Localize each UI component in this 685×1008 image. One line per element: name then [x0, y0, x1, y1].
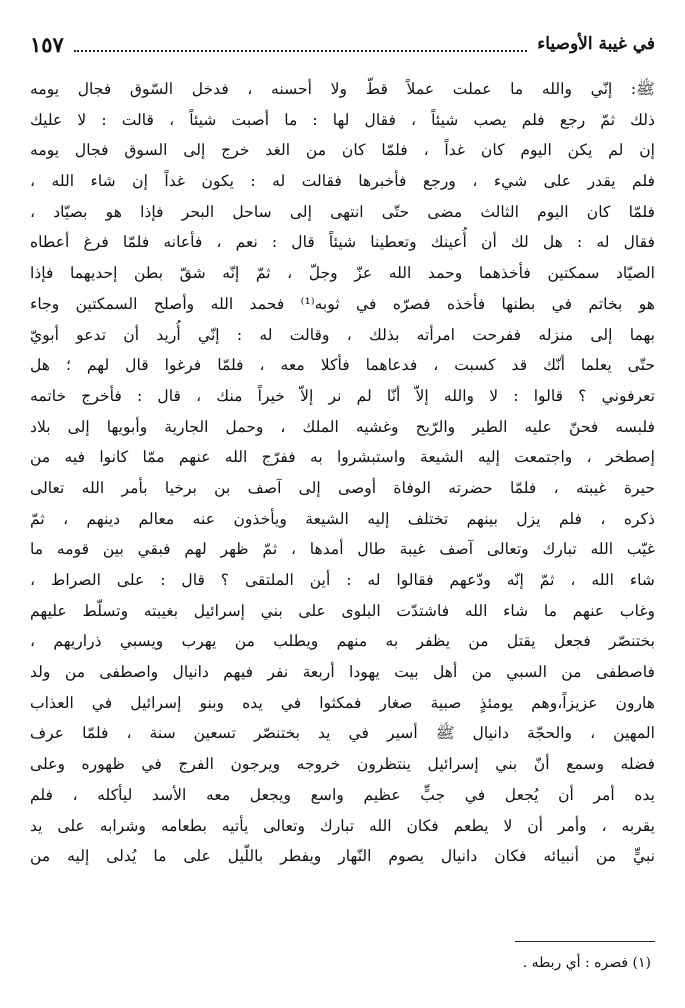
text-line: يده أمر أن يُجعل في جبٍّ عظيم واسع ويجعل معه الأسد ليأكله ، فلم	[30, 785, 655, 804]
running-title: في غيبة الأوصياء	[537, 34, 655, 54]
text-line: فاصطفى من السبي من أهل بيت يهودا أربعة نفر فيهم دانيال واصطفى من ولد	[30, 663, 655, 682]
text-line: فلبسه فحنّ عليه الطير والرّيح وغشيه الملك ، وحمل الجارية وأبويها إلى بلاد	[30, 417, 655, 436]
text-line: فقال له : هل لك أن أُعينك وتعطينا شيئاً قال : نعم ، فأعانه فلمّا فرغ أعطاه	[30, 233, 655, 252]
text-line: بختنصّر فجعل يقتل من يظفر به منهم ويطلب من يهرب ويسبي ذراريهم ،	[30, 632, 655, 651]
footnote-divider	[515, 941, 655, 942]
text-line: وغاب عنهم ما شاء الله فاشتدّت البلوى على بني إسرائيل بغيبته وتسلّط عليهم	[30, 601, 655, 620]
text-line: يقربه ، وأمر أن لا يطعم فكان الله تبارك وتعالى يأتيه بطعامه وشرابه على يد	[30, 816, 655, 835]
text-line: نبيٍّ من أنبيائه فكان دانيال يصوم النّهار ويفطر باللّيل على ما يُدلى إليه من	[30, 847, 655, 866]
text-line: هارون عزيزاً،وهم يومئذٍ صبية صغار فمكثوا في يده وبنو إسرائيل في العذاب	[30, 693, 655, 712]
text-line: إصطخر ، واجتمعت إليه الشيعة واستبشروا به ففرّج الله عنهم ممّا كانوا فيه من	[30, 448, 655, 467]
text-line: إن لم يكن اليوم كان غداً ، فلمّا كان من الغد خرج إلى السوق فجال يومه	[30, 141, 655, 160]
page-header	[30, 28, 655, 60]
header-dot-leader	[74, 48, 527, 52]
text-line: فلم يقدر على شيء ، ورجع فأخبرها فقالت له : يكون غداً إن شاء الله ،	[30, 172, 655, 191]
text-line: ذكره ، فلم يزل بينهم تختلف إليه الشيعة ويأخذون عنه معالم دينهم ، ثمّ	[30, 509, 655, 528]
text-line: ذلك ثمّ رجع فلم يصب شيئاً ، فقال لها : ما أصبت شيئاً ، قالت : لا عليك	[30, 110, 655, 129]
text-line: الصيّاد سمكتين فأخذهما وحمد الله عزّ وجلّ ، ثمّ إنّه شقّ بطن إحديهما فإذا	[30, 264, 655, 283]
text-line: تعرفوني ؟ قالوا : لا والله إلاّ أنّا لم نر إلاّ خيراً منك ، قال : فأخرج خاتمه	[30, 386, 655, 405]
text-line: ﷺ: إنّي والله ما عملت عملاً قطّ ولا أحسنه ، فدخل السّوق فجال يومه	[30, 80, 655, 98]
page-number: ١٥٧	[30, 31, 64, 57]
text-line: فضله وسمع أنّ بني إسرائيل ينتظرون خروجه ويرجون الفرج في ظهوره وعلى	[30, 755, 655, 774]
body-text	[30, 74, 655, 872]
text-line: غيّب الله تبارك وتعالى آصف غيبة طال أمدها ، ثمّ ظهر لهم فبقي بين قومه ما	[30, 540, 655, 559]
text-line: هو بخاتم في بطنها فأخذه فصرّه في ثوبه⁽¹⁾ فحمد الله وأصلح السمكتين وجاء	[30, 294, 655, 313]
text-line: المهين ، والحجّة دانيال ﷺ أسير في يد بختنصّر تسعين سنة ، فلمّا عرف	[30, 724, 655, 743]
text-line: فلمّا كان اليوم الثالث مضى حتّى انتهى إلى ساحل البحر فإذا هو بصيّاد ،	[30, 202, 655, 221]
text-line: بهما إلى منزله ففرحت امرأته بذلك ، وقالت له : إنّي أُريد أن تدعو أبويّ	[30, 325, 655, 344]
text-line: حيرة غيبته ، فلمّا حضرته الوفاة أوصى إلى آصف بن برخيا بأمر الله تعالى	[30, 478, 655, 497]
text-line: شاء الله ، ثمّ إنّه ودّعهم فقالوا له : أين الملتقى ؟ قال : على الصراط ،	[30, 571, 655, 589]
footnote: (١) فصره : أي ربطه .	[522, 955, 651, 971]
text-line: حتّى يعلما أنّك قد كسبت ، فدعاهما فأكلا معه ، فلمّا فرغوا قال لهم ؛ هل	[30, 356, 655, 375]
